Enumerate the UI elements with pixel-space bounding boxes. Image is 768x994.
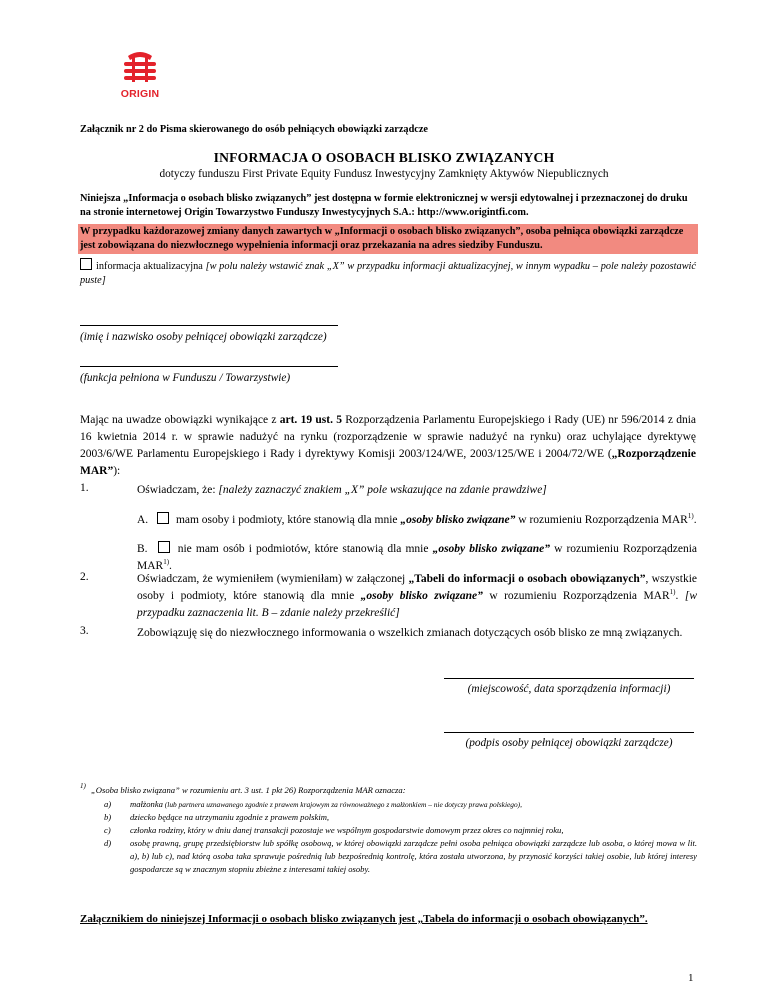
footnote-d: osobę prawną, grupę przedsiębiorstw lub spółkę osobową, w której obowiązki zarządcze pełni osoba pełniąca obowiązki zarządcze lub osoba, o której mowa w lit. a), b) lub c), nad którą osoba taka sprawuje pośrednią lub bezpośrednią kontrolę, która została utworzona, by przynosić korzyści takiej osobie, lub której interesy gospodarcze są w znacznym stopniu zbieżne z interesami takiej osoby. (130, 838, 697, 874)
option-b: B. nie mam osób i podmiotów, które stanowią dla mnie „osoby blisko związane” w rozumieniu Rozporządzenia MAR$^{1)}$. (137, 543, 698, 572)
footnote-b-letter: b) (104, 812, 112, 822)
option-a: A. mam osoby i podmioty, które stanowią dla mnie „osoby blisko związane” w rozumieniu Rozporządzenia MAR$^{1)}$. (137, 512, 697, 526)
footnote-c: członka rodziny, który w dniu danej transakcji pozostaje we wspólnym gospodarstwie domowym przez okres co najmniej roku, (130, 825, 564, 835)
update-label: informacja aktualizacyjna (96, 261, 203, 272)
place-date-caption: (miejscowość, data sporządzenia informacji) (467, 683, 671, 695)
option-b-checkbox[interactable] (158, 541, 170, 553)
update-row (80, 258, 696, 288)
footnote-c-letter: c) (104, 825, 111, 835)
place-date-line[interactable] (444, 678, 694, 679)
item-3-number: 3. (80, 625, 89, 637)
preamble: Mając na uwadze obowiązki wynikające z art. 19 ust. 5 Rozporządzenia Parlamentu Europejskiego i Rady (UE) nr 596/2014 z dnia 16 kwietnia 2014 r. w sprawie nadużyć na rynku (rozporządzenie w sprawie nadużyć na rynku) oraz uchylające dyrektywę 2003/6/WE Parlamentu Europejskiego i Rady i dyrektywy Komisji 2003/124/WE, 2003/125/WE i 2004/72/WE („Rozporządzenie MAR”): (80, 414, 696, 477)
name-line[interactable] (80, 325, 338, 326)
item-3-text: Zobowiązuję się do niezwłocznego informowania o wszelkich zmianach dotyczących osób blisko ze mną związanych. (137, 627, 683, 639)
footnote-intro: „Osoba blisko związana” w rozumieniu art. 3 ust. 1 pkt 26) Rozporządzenia MAR oznacza: (91, 785, 406, 795)
annex-line: Załącznik nr 2 do Pisma skierowanego do osób pełniących obowiązki zarządcze (80, 124, 429, 135)
item-2-text: Oświadczam, że wymieniłem (wymieniłam) w załączonej „Tabeli do informacji o osobach obowiązanych”, wszystkie osoby i podmioty, które stanowią dla mnie „osoby blisko związane” w rozumieniu Rozporządzenia MAR$^{1)}$. [w przypadku zaznaczenia lit. B – zdanie należy przekreślić] (137, 573, 698, 619)
mar-ref: „Rozporządzenie MAR” (80, 448, 696, 477)
item-1-text: Oświadczam, że: [należy zaznaczyć znakiem „X” pole wskazujące na zdanie prawdziwe] (137, 484, 547, 496)
page-number: 1 (688, 972, 694, 984)
function-caption: (funkcja pełniona w Funduszu / Towarzystwie) (80, 372, 291, 384)
footnote-a-letter: a) (104, 799, 112, 809)
footnote-mark: 1) (80, 782, 86, 791)
update-checkbox[interactable] (80, 258, 92, 270)
intro-paragraph: Niniejsza „Informacja o osobach blisko związanych” jest dostępna w formie elektronicznej w wersji edytowalnej i przeznaczonej do druku na stronie internetowej Origin Towarzystwo Funduszy Inwestycyjnych S.A.: http://www.origintfi.com. (80, 193, 688, 218)
alert-box: W przypadku każdorazowej zmiany danych zawartych w „Informacji o osobach blisko związanych”, osoba pełniąca obowiązki zarządcze jest zobowiązana do niezwłocznego wypełnienia informacji oraz przekazania na adres siedziby Funduszu. (78, 224, 698, 254)
footnote-b: dziecko będące na utrzymaniu zgodnie z prawem polskim, (130, 812, 330, 822)
page-title: INFORMACJA O OSOBACH BLISKO ZWIĄZANYCH (213, 150, 555, 165)
footnote-a: małżonka (lub partnera uznawanego zgodnie z prawem krajowym za równoważnego z małżonkiem – nie dotyczy prawa polskiego), (130, 799, 522, 809)
update-note: [w polu należy wstawić znak „X” w przypadku informacji aktualizacyjnej, w innym wypadku – pole należy pozostawić puste] (80, 261, 696, 286)
name-caption: (imię i nazwisko osoby pełniącej obowiązki zarządcze) (80, 331, 327, 343)
item-1-number: 1. (80, 482, 89, 494)
page-subtitle: dotyczy funduszu First Private Equity Fundusz Inwestycyjny Zamknięty Aktywów Niepublicznych (159, 168, 609, 180)
option-a-checkbox[interactable] (157, 512, 169, 524)
signature-caption: (podpis osoby pełniącej obowiązki zarządcze) (465, 737, 673, 749)
item-2-number: 2. (80, 571, 89, 583)
logo-wordmark: ORIGIN (120, 88, 160, 100)
article-ref: art. 19 ust. 5 (279, 414, 342, 426)
signature-line[interactable] (444, 732, 694, 733)
annex-note: Załącznikiem do niniejszej Informacji o osobach blisko związanych jest „Tabela do informacji o osobach obowiązanych”. (80, 913, 648, 925)
footnote-d-letter: d) (104, 838, 112, 848)
function-line[interactable] (80, 366, 338, 367)
